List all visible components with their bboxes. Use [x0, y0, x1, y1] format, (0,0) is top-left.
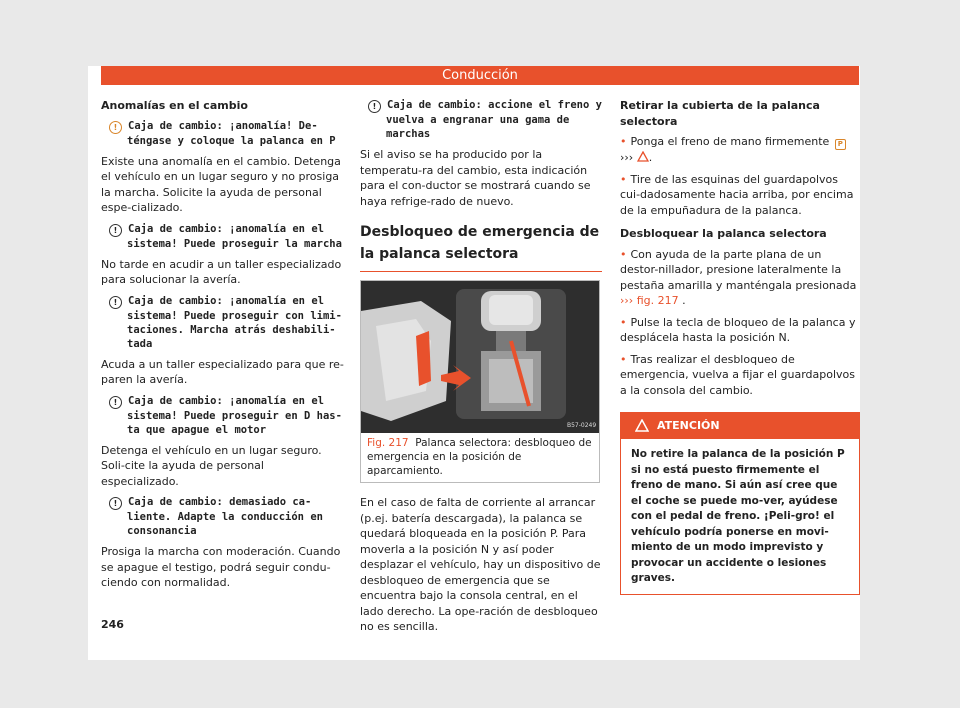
warning-lamp-icon: ! [109, 497, 122, 510]
warning-title-2: ! Caja de cambio: ¡anomalía en el sistema! Puede proseguir la marcha [101, 222, 345, 251]
bullet-icon: • [620, 172, 627, 186]
figure-link[interactable]: ››› fig. 217 [620, 294, 679, 307]
warning-box [620, 412, 860, 595]
section-title-desbloqueo: Desbloqueo de emergencia de la palanca selectora [360, 221, 602, 272]
warning-text-4: Detenga el vehículo en un lugar seguro. Soli-cite la ayuda de personal especializado. [101, 443, 322, 488]
section-heading-anomalias: Anomalías en el cambio [101, 99, 248, 112]
chapter-header: Conducción [101, 66, 859, 85]
warning-text-6: Si el aviso se ha producido por la temperatu-ra del cambio, esta indicación para el con-ductor se mostrará cuando se haya refrige-rado de nuevo. [360, 148, 591, 208]
warning-lamp-icon: ! [109, 121, 122, 134]
warning-title-5: ! Caja de cambio: demasiado ca-liente. Adapte la conducción en consonancia [101, 495, 345, 538]
column-3 [620, 98, 860, 595]
column-1 [101, 98, 345, 597]
warning-triangle-icon [637, 151, 649, 162]
warning-box-header: ATENCIÓN [621, 413, 859, 439]
warning-lamp-icon: ! [368, 100, 381, 113]
page-number: 246 [101, 618, 124, 631]
step-4: • Pulse la tecla de bloqueo de la palanca y desplácela hasta la posición N. [620, 315, 856, 344]
bullet-icon: • [620, 315, 627, 329]
warning-lamp-icon: ! [109, 296, 122, 309]
heading-retirar-cubierta: Retirar la cubierta de la palanca selectora [620, 99, 820, 128]
bullet-icon: • [620, 352, 627, 366]
parking-brake-icon: P [835, 139, 846, 150]
heading-desbloquear: Desbloquear la palanca selectora [620, 227, 827, 240]
warning-title-3: ! Caja de cambio: ¡anomalía en el sistema! Puede proseguir con limi-taciones. Marcha atrás deshabili-tada [101, 294, 345, 351]
warning-text-3: Acuda a un taller especializado para que re-paren la avería. [101, 357, 344, 386]
column-2 [360, 98, 602, 641]
figure-caption: Fig. 217 Palanca selectora: desbloqueo de emergencia en la posición de aparcamiento. [367, 437, 592, 477]
warning-text-5: Prosiga la marcha con moderación. Cuando se apague el testigo, podrá seguir condu-ciendo con normalidad. [101, 545, 341, 589]
figure-code: B57-0249 [567, 422, 597, 429]
step-5: • Tras realizar el desbloqueo de emergencia, vuelva a fijar el guardapolvos a la consola del cambio. [620, 352, 855, 397]
warning-title-1: ! Caja de cambio: ¡anomalía! De-téngase y coloque la palanca en P [101, 119, 345, 148]
warning-triangle-icon [635, 419, 649, 432]
step-3: • Con ayuda de la parte plana de un destor-nillador, presione lateralmente la pestaña amarilla y manténgala presionada ››› fig. 217 . [620, 247, 857, 307]
warning-box-text: No retire la palanca de la posición P si no está puesto firmemente el freno de mano. Si aún así cree que el coche se puede mo-ver, ayúdese con el pedal de freno. ¡Peli-gro! el vehículo podría ponerse en movi-miento de un modo imprevisto y provocar un accidente o lesiones graves. [631, 448, 845, 584]
step-2: • Tire de las esquinas del guardapolvos cui-dadosamente hacia arriba, por encima de la empuñadura de la palanca. [620, 172, 854, 217]
bullet-icon: • [620, 247, 627, 261]
warning-lamp-icon: ! [109, 396, 122, 409]
bullet-icon: • [620, 135, 627, 148]
warning-lamp-icon: ! [109, 224, 122, 237]
body-text-desbloqueo: En el caso de falta de corriente al arrancar (p.ej. batería descargada), la palanca se quedará bloqueada en la posición P. Para moverla a la posición N y así poder desplazar el vehículo, hay un dispositivo de desbloqueo de emergencia que se encuentra bajo la consola central, en el lado derecho. La ope-ración de desbloqueo no es sencilla. [360, 496, 601, 633]
warning-title-4: ! Caja de cambio: ¡anomalía en el sistema! Puede proseguir en D has-ta que apague el motor [101, 394, 345, 437]
warning-title-6: ! Caja de cambio: accione el freno y vuelva a engranar una gama de marchas [360, 98, 602, 141]
figure-217 [360, 280, 600, 483]
gear-selector-illustration [361, 281, 599, 433]
warning-text-2: No tarde en acudir a un taller especializado para solucionar la avería. [101, 257, 342, 286]
warning-text-1: Existe una anomalía en el cambio. Detenga el vehículo en un lugar seguro y no prosiga la marcha. Solicite la ayuda de personal espe-cializado. [101, 154, 341, 214]
step-1: • Ponga el freno de mano firmemente P ››› . [620, 134, 860, 166]
